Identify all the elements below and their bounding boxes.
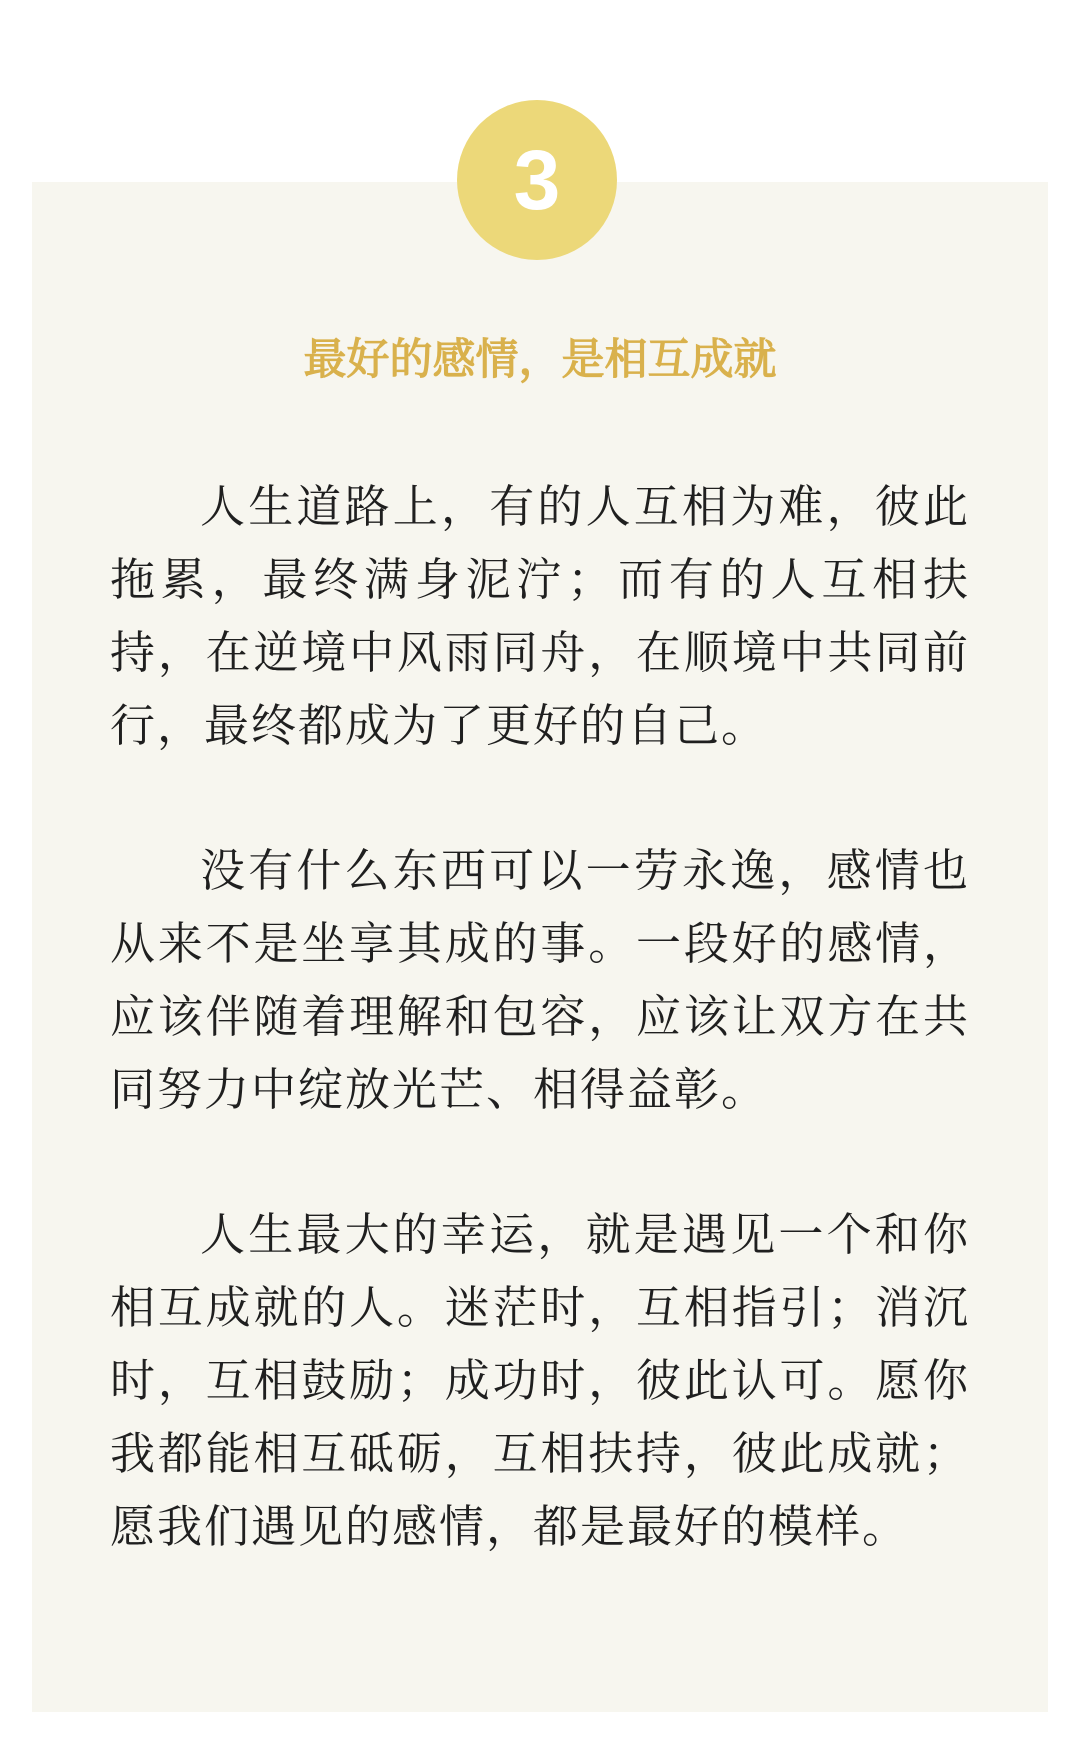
paragraph: 人生道路上，有的人互相为难，彼此拖累，最终满身泥泞；而有的人互相扶持，在逆境中风雨同舟，在顺境中共同前行，最终都成为了更好的自己。 <box>110 480 970 752</box>
section-number-badge <box>457 100 617 260</box>
section-title: 最好的感情，是相互成就 <box>303 335 777 385</box>
article-body <box>110 470 970 1563</box>
paragraph: 没有什么东西可以一劳永逸，感情也从来不是坐享其成的事。一段好的感情，应该伴随着理解和包容，应该让双方在共同努力中绽放光芒、相得益彰。 <box>110 844 970 1116</box>
paragraph: 人生最大的幸运，就是遇见一个和你相互成就的人。迷茫时，互相指引；消沉时，互相鼓励；成功时，彼此认可。愿你我都能相互砥砺，互相扶持，彼此成就；愿我们遇见的感情，都是最好的模样。 <box>110 1208 970 1553</box>
section-number: 3 <box>513 133 561 227</box>
